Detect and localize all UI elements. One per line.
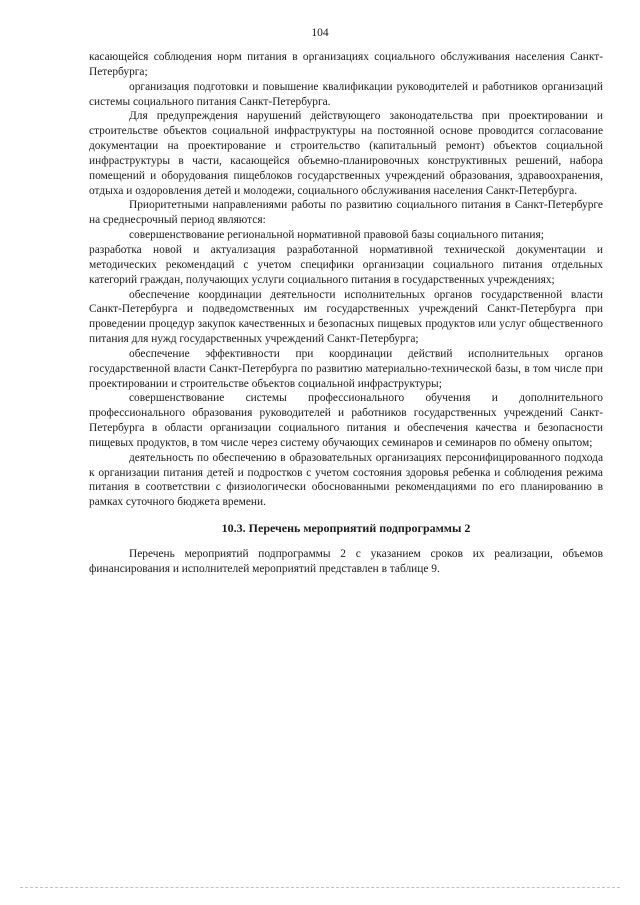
paragraph: касающейся соблюдения норм питания в организациях социального обслуживания населения Санкт-Петербурга; [89, 51, 603, 78]
section-heading: 10.3. Перечень мероприятий подпрограммы 2 [221, 521, 471, 536]
paragraph: обеспечение эффективности при координации действий исполнительных органов государственной власти Санкт-Петербурга по развитию материально-технической базы, в том числе при проектировании и строительстве объектов социальной инфраструктуры; [89, 347, 603, 390]
paragraph: Приоритетными направлениями работы по развитию социального питания в Санкт-Петербурге на среднесрочный период являются: [89, 199, 603, 227]
paragraph: совершенствование региональной нормативной правовой базы социального питания; [129, 229, 544, 242]
paragraph: разработка новой и актуализация разработанной нормативной технической документации и методических рекомендаций с учетом специфики организации социального питания отдельных категорий граждан, получающих услуги социального питания в государственных учреждениях; [89, 243, 603, 286]
paragraph: деятельность по обеспечению в образовательных организациях персонифицированного подхода к организации питания детей и подростков с учетом состояния здоровья ребенка и соблюдения режима питания в соответствии с физиологически обоснованными рекомендациями по его планированию в рамках суточного бюджета времени. [89, 451, 603, 509]
scan-edge-line [20, 887, 620, 889]
paragraph: организация подготовки и повышение квалификации руководителей и работников организаций системы социального питания Санкт-Петербурга. [89, 80, 603, 108]
paragraph: Для предупреждения нарушений действующего законодательства при проектировании и строительстве объектов социальной инфраструктуры на постоянной основе проводится согласование документации на проектирование и строительство (капитальный ремонт) объектов социальной инфраструктуры в части, касающейся объемно-планировочных конструктивных решений, набора помещений и оборудования пищеблоков государственных учреждений образования, здравоохранения, отдыха и оздоровления детей и молодежи, социального обслуживания населения Санкт-Петербурга. [89, 110, 603, 197]
page-number: 104 [311, 27, 329, 39]
paragraph: совершенствование системы профессионального обучения и дополнительного профессионального образования руководителей и работников государственных учреждений Санкт-Петербурга в области организации социального питания и обеспечения качества и безопасности пищевых продуктов, в том числе через систему обучающих семинаров и семинаров по обмену опытом; [89, 392, 603, 449]
paragraph: обеспечение координации деятельности исполнительных органов государственной власти Санкт-Петербурга и подведомственных им государственных учреждений Санкт-Петербурга при проведении процедур закупок качественных и безопасных пищевых продуктов или услуг общественного питания для нужд государственных учреждений Санкт-Петербурга; [89, 288, 603, 346]
closing-paragraph: Перечень мероприятий подпрограммы 2 с указанием сроков их реализации, объемов финансирования и исполнителей мероприятий представлен в таблице 9. [89, 548, 603, 575]
document-body [89, 50, 603, 577]
